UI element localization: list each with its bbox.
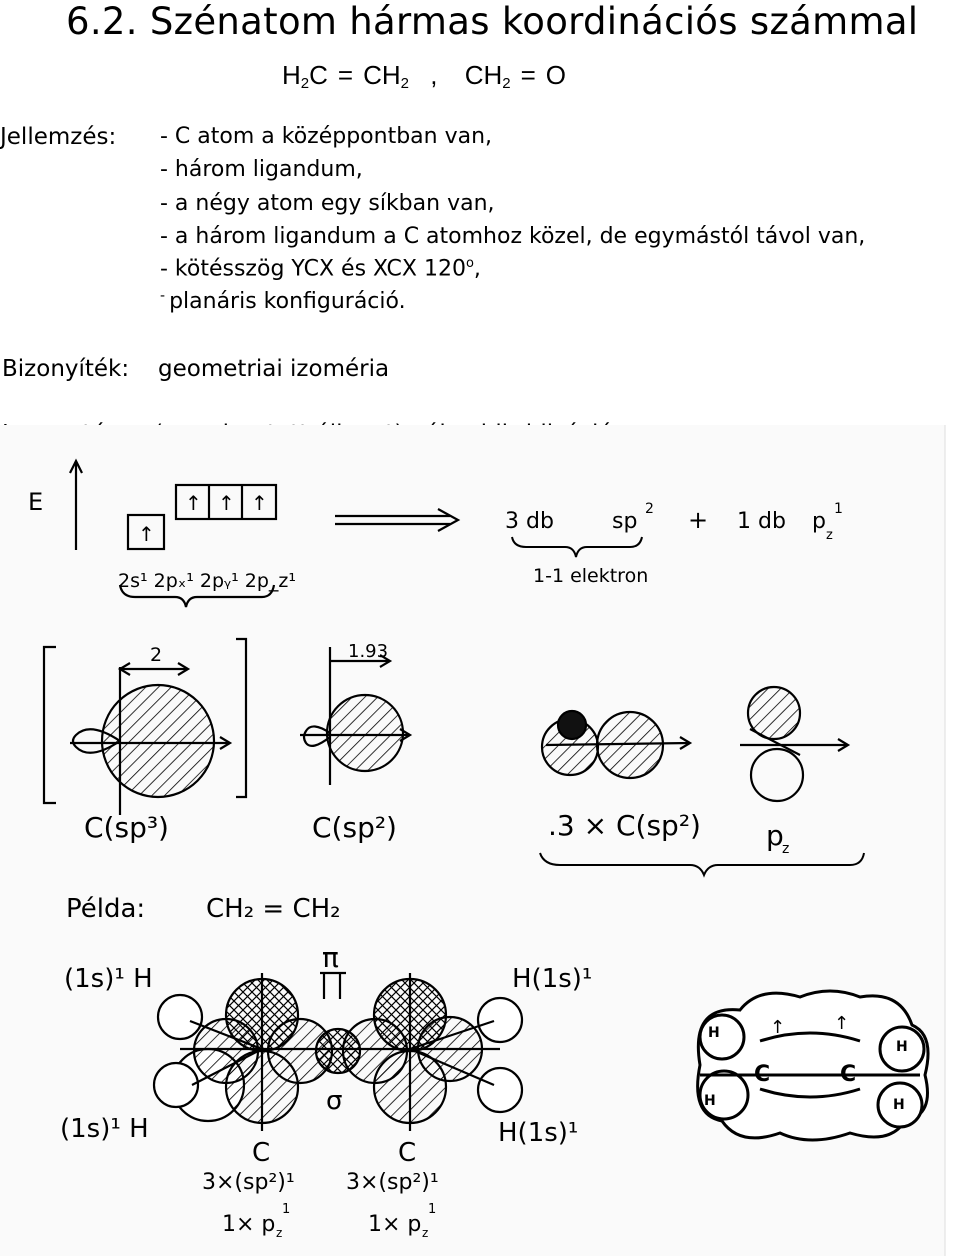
pi-label: π (322, 941, 339, 974)
sigma-label: σ (326, 1086, 343, 1116)
c-right-p: 1× p (368, 1212, 422, 1237)
c-right-p-sup: 1 (428, 1202, 437, 1217)
jellemzes-item-3: - a négy atom egy síkban van, (160, 191, 495, 216)
jellemzes-item-2: - három ligandum, (160, 157, 363, 182)
pz-label-sub: z (782, 841, 790, 857)
result-1db: 1 db (737, 509, 786, 534)
jellemzes-item-5: - kötésszög YCX és XCX 120$^o$, (160, 256, 481, 282)
jellemzes-item-4: - a három ligandum a C atomhoz közel, de egymástól távol van, (160, 224, 866, 249)
jellemzes-label: Jellemzés: (0, 124, 117, 150)
overview-h-right-bottom: H (893, 1097, 905, 1113)
bizonyitek-label: Bizonyíték: (2, 356, 130, 382)
result-3db: 3 db (505, 509, 554, 534)
result-p-sup: 1 (834, 501, 843, 517)
overview-h-right-top: H (896, 1039, 908, 1055)
energy-label: E (28, 488, 44, 516)
orbital-labels: 2s¹ 2pₓ¹ 2pᵧ¹ 2p_z¹ (118, 570, 297, 592)
result-p: p (812, 509, 826, 534)
overview-c-right: C (840, 1062, 857, 1087)
arrow-py: ↑ (218, 491, 235, 515)
overview-arrow-1: ↑ (770, 1017, 786, 1038)
c-left-p-sub: z (276, 1226, 283, 1240)
handwritten-sketch (0, 425, 960, 1256)
c-right-hyb: 3×(sp²)¹ (346, 1170, 439, 1195)
pelda-label: Példa: (66, 894, 146, 924)
len-2: 2 (150, 644, 163, 666)
pz-label: p (766, 819, 784, 852)
h1s-top-right: H(1s)¹ (512, 964, 593, 994)
c-right-p-sub: z (422, 1226, 429, 1240)
overview-arrow-2: ↑ (834, 1013, 850, 1034)
h1s-bottom-right: H(1s)¹ (498, 1118, 579, 1148)
c-left-label: C (252, 1138, 271, 1168)
c-right-label: C (398, 1138, 417, 1168)
bizonyitek-text: geometriai izoméria (158, 356, 390, 382)
overview-h-left-top: H (708, 1025, 720, 1041)
h1s-bottom-left: (1s)¹ H (60, 1114, 149, 1144)
page-title: 6.2. Szénatom hármas koordinációs számmal (66, 0, 919, 43)
arrow-pz: ↑ (251, 491, 268, 515)
arrow-2s: ↑ (138, 522, 155, 546)
c-sp3-label: C(sp³) (84, 811, 169, 844)
formula-ethene: $H_2C = CH_2$ (282, 60, 409, 92)
c-left-hyb: 3×(sp²)¹ (202, 1170, 295, 1195)
result-plus: + (688, 506, 709, 534)
arrow-px: ↑ (185, 491, 202, 515)
result-sp-sup: 2 (645, 501, 654, 517)
c-sp2-label: C(sp²) (312, 811, 397, 844)
ethene-overview (698, 991, 928, 1140)
jellemzes-item-6: - planáris konfiguráció. (160, 288, 406, 314)
overview-c-left: C (754, 1062, 771, 1087)
overview-h-left-bottom: H (704, 1093, 716, 1109)
len-193: 1.93 (348, 641, 389, 662)
pelda-formula: CH₂ = CH₂ (206, 894, 341, 924)
jellemzes-item-1: - C atom a középpontban van, (160, 124, 493, 149)
electron-label: 1-1 elektron (533, 565, 649, 587)
c-left-p: 1× p (222, 1212, 276, 1237)
formula-line (282, 60, 566, 92)
result-sp: sp (612, 509, 638, 534)
h1s-top-left: (1s)¹ H (64, 964, 153, 994)
three-c-sp2-label: .3 × C(sp²) (548, 809, 701, 842)
result-p-sub: z (826, 528, 833, 543)
c-left-p-sup: 1 (282, 1202, 291, 1217)
formula-separator: , (430, 60, 438, 90)
formula-formaldehyde: $CH_2 = O$ (464, 60, 567, 92)
